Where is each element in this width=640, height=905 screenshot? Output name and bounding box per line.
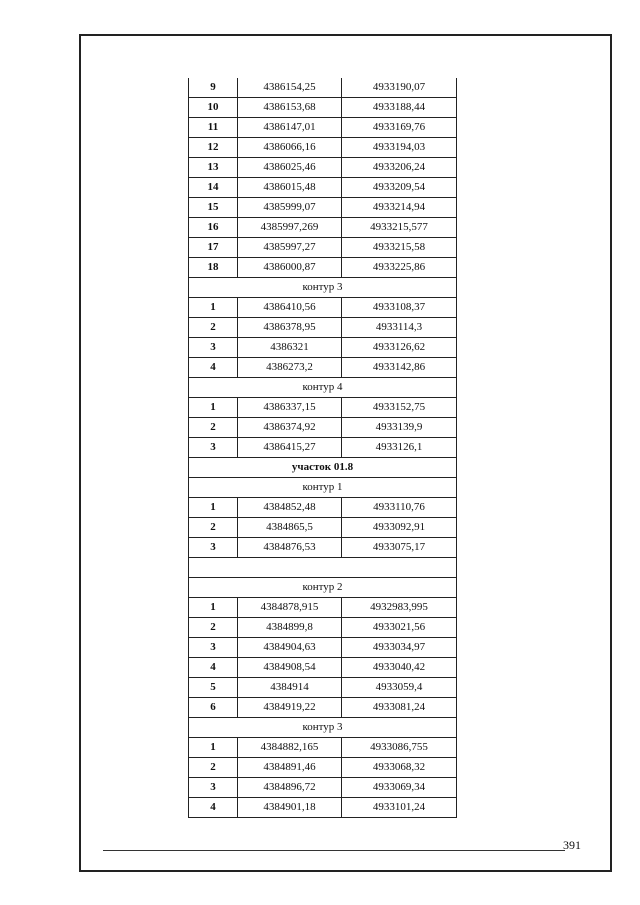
contour-label: контур 1 <box>189 478 457 498</box>
x-coordinate-cell: 4386321 <box>238 338 342 358</box>
table-row <box>189 258 457 278</box>
table-row <box>189 738 457 758</box>
point-number-cell: 18 <box>189 258 238 278</box>
point-number-cell: 3 <box>189 538 238 558</box>
point-number-cell: 1 <box>189 398 238 418</box>
point-number-cell: 12 <box>189 138 238 158</box>
point-number-cell: 1 <box>189 598 238 618</box>
point-number-cell: 14 <box>189 178 238 198</box>
table-row <box>189 638 457 658</box>
table-row <box>189 798 457 818</box>
contour-header-row <box>189 378 457 398</box>
point-number-cell: 10 <box>189 98 238 118</box>
y-coordinate-cell: 4933075,17 <box>342 538 457 558</box>
point-number-cell: 2 <box>189 518 238 538</box>
x-coordinate-cell: 4384878,915 <box>238 598 342 618</box>
table-row <box>189 598 457 618</box>
table-row <box>189 438 457 458</box>
table-row <box>189 658 457 678</box>
point-number-cell: 2 <box>189 618 238 638</box>
table-row <box>189 138 457 158</box>
point-number-cell: 3 <box>189 438 238 458</box>
x-coordinate-cell: 4386000,87 <box>238 258 342 278</box>
y-coordinate-cell: 4933209,54 <box>342 178 457 198</box>
point-number-cell: 3 <box>189 778 238 798</box>
y-coordinate-cell: 4933108,37 <box>342 298 457 318</box>
table-row <box>189 398 457 418</box>
point-number-cell: 4 <box>189 358 238 378</box>
contour-label: контур 3 <box>189 718 457 738</box>
table-row <box>189 498 457 518</box>
y-coordinate-cell: 4933188,44 <box>342 98 457 118</box>
contour-header-row <box>189 278 457 298</box>
x-coordinate-cell: 4384914 <box>238 678 342 698</box>
y-coordinate-cell: 4933114,3 <box>342 318 457 338</box>
x-coordinate-cell: 4384899,8 <box>238 618 342 638</box>
y-coordinate-cell: 4933139,9 <box>342 418 457 438</box>
y-coordinate-cell: 4933152,75 <box>342 398 457 418</box>
x-coordinate-cell: 4385997,269 <box>238 218 342 238</box>
contour-header-row <box>189 478 457 498</box>
x-coordinate-cell: 4384852,48 <box>238 498 342 518</box>
point-number-cell: 6 <box>189 698 238 718</box>
y-coordinate-cell: 4933169,76 <box>342 118 457 138</box>
y-coordinate-cell: 4933215,58 <box>342 238 457 258</box>
y-coordinate-cell: 4933194,03 <box>342 138 457 158</box>
x-coordinate-cell: 4386273,2 <box>238 358 342 378</box>
point-number-cell: 3 <box>189 338 238 358</box>
page-number: 391 <box>563 838 581 852</box>
contour-header-row <box>189 718 457 738</box>
y-coordinate-cell: 4933110,76 <box>342 498 457 518</box>
table-row <box>189 298 457 318</box>
plot-label: участок 01.8 <box>189 458 457 478</box>
x-coordinate-cell: 4384896,72 <box>238 778 342 798</box>
table-row <box>189 198 457 218</box>
contour-header-row <box>189 578 457 598</box>
table-row <box>189 238 457 258</box>
coordinates-table-body <box>189 78 457 818</box>
point-number-cell: 16 <box>189 218 238 238</box>
y-coordinate-cell: 4932983,995 <box>342 598 457 618</box>
table-row <box>189 758 457 778</box>
table-row <box>189 158 457 178</box>
x-coordinate-cell: 4384904,63 <box>238 638 342 658</box>
x-coordinate-cell: 4385999,07 <box>238 198 342 218</box>
point-number-cell: 13 <box>189 158 238 178</box>
point-number-cell: 9 <box>189 78 238 98</box>
y-coordinate-cell: 4933021,56 <box>342 618 457 638</box>
x-coordinate-cell: 4384901,18 <box>238 798 342 818</box>
table-row <box>189 698 457 718</box>
table-row <box>189 538 457 558</box>
table-row <box>189 518 457 538</box>
y-coordinate-cell: 4933069,34 <box>342 778 457 798</box>
y-coordinate-cell: 4933086,755 <box>342 738 457 758</box>
point-number-cell: 2 <box>189 418 238 438</box>
point-number-cell: 1 <box>189 498 238 518</box>
coordinates-table <box>188 78 457 818</box>
y-coordinate-cell: 4933142,86 <box>342 358 457 378</box>
point-number-cell: 1 <box>189 738 238 758</box>
blank-row <box>189 558 457 578</box>
y-coordinate-cell: 4933081,24 <box>342 698 457 718</box>
point-number-cell: 1 <box>189 298 238 318</box>
x-coordinate-cell: 4385997,27 <box>238 238 342 258</box>
y-coordinate-cell: 4933126,1 <box>342 438 457 458</box>
x-coordinate-cell: 4384882,165 <box>238 738 342 758</box>
point-number-cell: 11 <box>189 118 238 138</box>
x-coordinate-cell: 4386154,25 <box>238 78 342 98</box>
point-number-cell: 3 <box>189 638 238 658</box>
y-coordinate-cell: 4933215,577 <box>342 218 457 238</box>
point-number-cell: 15 <box>189 198 238 218</box>
table-row <box>189 358 457 378</box>
point-number-cell: 2 <box>189 758 238 778</box>
table-row <box>189 218 457 238</box>
table-row <box>189 418 457 438</box>
x-coordinate-cell: 4386415,27 <box>238 438 342 458</box>
x-coordinate-cell: 4386015,48 <box>238 178 342 198</box>
contour-label: контур 3 <box>189 278 457 298</box>
point-number-cell: 5 <box>189 678 238 698</box>
point-number-cell: 2 <box>189 318 238 338</box>
x-coordinate-cell: 4386410,56 <box>238 298 342 318</box>
y-coordinate-cell: 4933040,42 <box>342 658 457 678</box>
contour-label: контур 2 <box>189 578 457 598</box>
table-row <box>189 78 457 98</box>
y-coordinate-cell: 4933225,86 <box>342 258 457 278</box>
blank-cell <box>189 558 457 578</box>
table-row <box>189 618 457 638</box>
plot-header-row <box>189 458 457 478</box>
point-number-cell: 4 <box>189 798 238 818</box>
table-row <box>189 98 457 118</box>
x-coordinate-cell: 4384865,5 <box>238 518 342 538</box>
y-coordinate-cell: 4933034,97 <box>342 638 457 658</box>
footer-rule <box>103 850 565 851</box>
contour-label: контур 4 <box>189 378 457 398</box>
x-coordinate-cell: 4386337,15 <box>238 398 342 418</box>
x-coordinate-cell: 4384919,22 <box>238 698 342 718</box>
x-coordinate-cell: 4386025,46 <box>238 158 342 178</box>
point-number-cell: 4 <box>189 658 238 678</box>
x-coordinate-cell: 4386153,68 <box>238 98 342 118</box>
y-coordinate-cell: 4933059,4 <box>342 678 457 698</box>
y-coordinate-cell: 4933101,24 <box>342 798 457 818</box>
table-row <box>189 778 457 798</box>
table-row <box>189 318 457 338</box>
x-coordinate-cell: 4386066,16 <box>238 138 342 158</box>
x-coordinate-cell: 4384908,54 <box>238 658 342 678</box>
y-coordinate-cell: 4933126,62 <box>342 338 457 358</box>
y-coordinate-cell: 4933092,91 <box>342 518 457 538</box>
table-row <box>189 338 457 358</box>
y-coordinate-cell: 4933214,94 <box>342 198 457 218</box>
table-row <box>189 118 457 138</box>
x-coordinate-cell: 4386147,01 <box>238 118 342 138</box>
point-number-cell: 17 <box>189 238 238 258</box>
x-coordinate-cell: 4386378,95 <box>238 318 342 338</box>
x-coordinate-cell: 4386374,92 <box>238 418 342 438</box>
y-coordinate-cell: 4933068,32 <box>342 758 457 778</box>
table-row <box>189 178 457 198</box>
y-coordinate-cell: 4933190,07 <box>342 78 457 98</box>
table-row <box>189 678 457 698</box>
y-coordinate-cell: 4933206,24 <box>342 158 457 178</box>
x-coordinate-cell: 4384876,53 <box>238 538 342 558</box>
x-coordinate-cell: 4384891,46 <box>238 758 342 778</box>
